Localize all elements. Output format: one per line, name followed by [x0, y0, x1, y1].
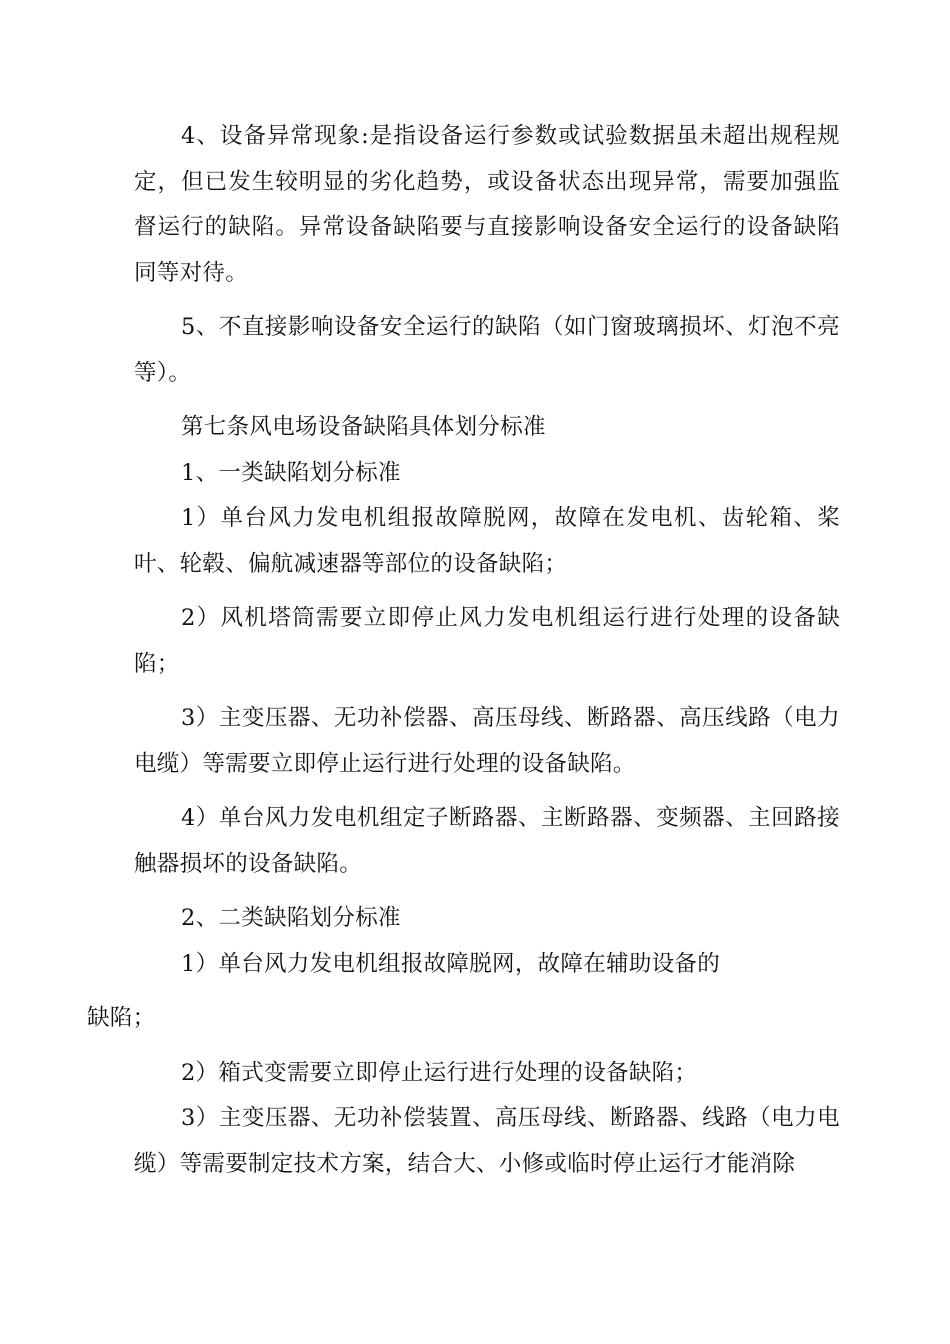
paragraph-text: 1）单台风力发电机组报故障脱网，故障在辅助设备的 — [181, 950, 721, 977]
paragraph-abnormal-phenomenon — [134, 114, 840, 296]
list-item-class-1-item-4 — [134, 796, 840, 887]
paragraph-text: 2）箱式变需要立即停止运行进行处理的设备缺陷； — [181, 1059, 698, 1086]
heading-text: 2、二类缺陷划分标准 — [181, 905, 401, 931]
paragraph-text: 4）单台风力发电机组定子断路器、主断路器、变频器、主回路接触器损坏的设备缺陷。 — [134, 805, 840, 877]
paragraph-text: 3）主变压器、无功补偿器、高压母线、断路器、高压线路（电力电缆）等需要立即停止运行进行处理的设备缺陷。 — [134, 705, 840, 777]
subheading-class-1-standard — [134, 451, 840, 497]
paragraph-text: 4、设备异常现象:是指设备运行参数或试验数据虽未超出规程规定，但已发生较明显的劣化趋势，或设备状态出现异常，需要加强监督运行的缺陷。异常设备缺陷要与直接影响设备安全运行的设备缺陷同等对待。 — [134, 123, 840, 286]
list-item-class-1-item-3 — [134, 696, 840, 787]
paragraph-text: 3）主变压器、无功补偿装置、高压母线、断路器、线路（电力电缆）等需要制定技术方案，结合大、小修或临时停止运行才能消除 — [134, 1105, 840, 1177]
paragraph-text: 5、不直接影响设备安全运行的缺陷（如门窗玻璃损坏、灯泡不亮等）。 — [134, 314, 840, 386]
heading-text: 1、一类缺陷划分标准 — [181, 459, 401, 486]
subheading-class-2-standard — [134, 896, 840, 942]
section-heading-article-7 — [134, 405, 840, 451]
paragraph-text-continued: 缺陷； — [87, 1005, 156, 1031]
heading-text: 第七条风电场设备缺陷具体划分标准 — [181, 414, 546, 440]
list-item-class-1-item-1 — [134, 496, 840, 587]
paragraph-text: 1）单台风力发电机组报故障脱网，故障在发电机、齿轮箱、桨叶、轮毂、偏航减速器等部位的设备缺陷； — [134, 505, 840, 577]
list-item-class-2-item-2 — [134, 1051, 840, 1097]
list-item-class-1-item-2 — [134, 596, 840, 687]
list-item-class-2-item-1 — [87, 942, 840, 1042]
document-body — [87, 114, 840, 1187]
list-item-class-2-item-3 — [134, 1096, 840, 1187]
paragraph-text: 2）风机塔筒需要立即停止风力发电机组运行进行处理的设备缺陷； — [134, 605, 840, 677]
paragraph-non-direct-defect — [134, 305, 840, 396]
